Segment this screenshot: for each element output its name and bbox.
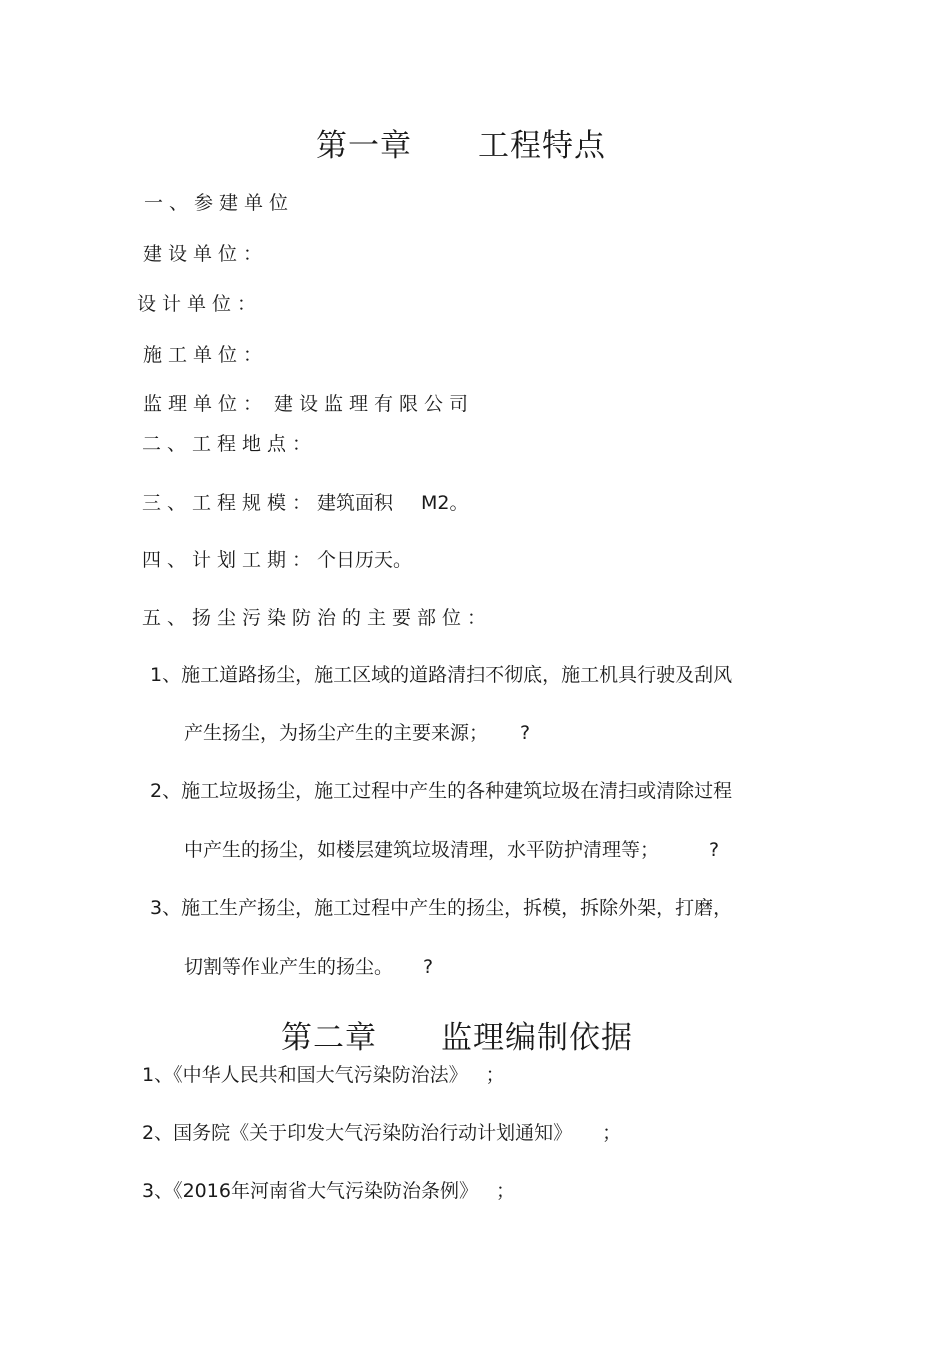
designer-label: 设计单位： <box>137 293 263 315</box>
section-4-line <box>142 545 412 572</box>
supervisor-line <box>143 389 474 416</box>
section-3-heading: 三、工程规模： <box>142 492 318 514</box>
list-item-2-text-2: 中产生的扬尘，如楼层建筑垃圾清理，水平防护清理等； <box>184 839 660 861</box>
supervisor-label: 监理单位： <box>143 393 269 415</box>
reference-item-1-end: ； <box>485 1064 505 1086</box>
chapter-2-title <box>281 1012 633 1057</box>
chapter-2-number: 第二章 <box>281 1020 377 1056</box>
owner-label: 建设单位： <box>143 243 269 265</box>
reference-item-2-text: 2、国务院《关于印发大气污染防治行动计划通知》 <box>142 1122 573 1144</box>
section-4-value: 个日历天。 <box>317 549 413 571</box>
reference-item-1 <box>142 1060 505 1087</box>
chapter-1-number: 第一章 <box>316 128 412 164</box>
section-5-heading: 五、扬尘污染防治的主要部位： <box>142 607 493 629</box>
chapter-1-name: 工程特点 <box>478 128 606 164</box>
list-item-3-mark: ? <box>423 956 434 978</box>
section-3-line <box>142 488 469 515</box>
list-item-3-line-2 <box>184 952 433 979</box>
section-1-heading: 一、参建单位 <box>144 192 295 214</box>
list-item-1-mark: ? <box>520 722 531 744</box>
list-item-2-mark: ? <box>709 839 720 861</box>
section-2-heading: 二、工程地点： <box>142 433 318 455</box>
list-item-3-text-2: 切割等作业产生的扬尘。 <box>184 956 394 978</box>
reference-item-3-end: ； <box>495 1180 515 1202</box>
list-item-2-line-1 <box>150 776 732 803</box>
section-3-unit: M2。 <box>421 492 469 514</box>
supervisor-value: 建设监理有限公司 <box>274 393 475 415</box>
reference-item-3-text: 3、《2016年河南省大气污染防治条例》 <box>142 1180 478 1202</box>
section-3-value: 建筑面积 <box>317 492 394 514</box>
chapter-2-name: 监理编制依据 <box>441 1020 633 1056</box>
builder-label: 施工单位： <box>143 344 269 366</box>
reference-item-1-text: 1、《中华人民共和国大气污染防治法》 <box>142 1064 468 1086</box>
list-item-1-text-1: 施工道路扬尘，施工区域的道路清扫不彻底，施工机具行驶及刮风 <box>181 664 733 686</box>
list-item-1-line-1 <box>150 660 732 687</box>
list-item-3-line-1 <box>150 893 732 920</box>
list-item-3-text-1: 施工生产扬尘，施工过程中产生的扬尘，拆模，拆除外架，打磨， <box>181 897 733 919</box>
list-item-2-text-1: 施工垃圾扬尘，施工过程中产生的各种建筑垃圾在清扫或清除过程 <box>181 780 733 802</box>
reference-item-2-end: ； <box>602 1122 622 1144</box>
list-item-1-text-2: 产生扬尘，为扬尘产生的主要来源； <box>184 722 489 744</box>
list-item-2-line-2 <box>184 835 719 862</box>
reference-item-3 <box>142 1176 515 1203</box>
list-item-2-number: 2、 <box>150 780 182 802</box>
chapter-1-title <box>316 120 606 165</box>
list-item-1-line-2 <box>184 718 530 745</box>
list-item-1-number: 1、 <box>150 664 182 686</box>
reference-item-2 <box>142 1118 621 1145</box>
section-4-heading: 四、计划工期： <box>142 549 318 571</box>
list-item-3-number: 3、 <box>150 897 182 919</box>
